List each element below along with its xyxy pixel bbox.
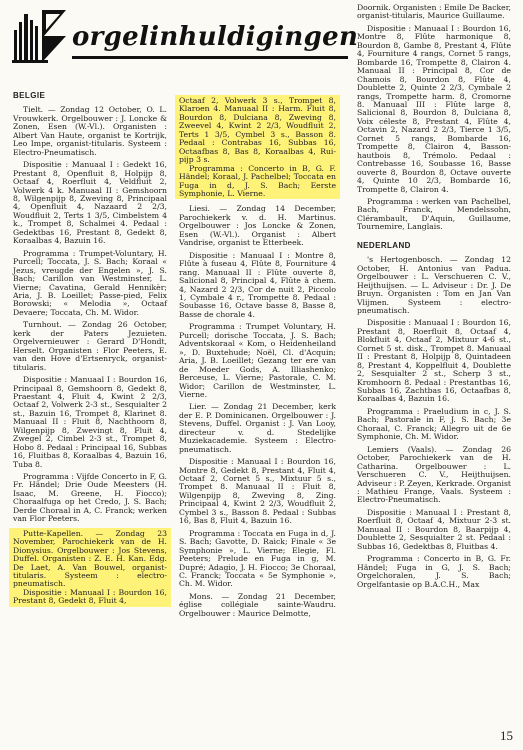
column-2 [179, 95, 336, 622]
entry-lemiers: Lemiers (Vaals). — Zondag 26 October, Parochiekerk van de H. Catharina. Orgelbouwer : L. Verschueren C. V., Heijthuijsen. Adviseur : P. Zeyen, Kerkrade. Organist : Mathieu Frange, Vaals. Systeem : Electro-Pneumatisch. [357, 444, 511, 505]
page-number: 15 [500, 728, 513, 743]
region-heading-nederland: NEDERLAND [357, 240, 411, 250]
lemiers-dispositie: Dispositie : Manuaal I : Prestant 8, Roerfluit 8, Octaaf 4, Mixtuur 2-3 st. Manuaal II : Bourdon 8, Baarpijp 4, Doublette 2, Sesquialter 2 st. Pedaal : Subbas 16, Gedektbas 8, Fluitbas 4. [357, 507, 511, 551]
turnhout-programma: Programma : Vijfde Concerto in F, G. Fr. Händel; Drie Oude Meesters (H. Isaac, M. Greene, H. Fiocco); Choraalfuga op het Credo, J. S. Bach; Derde Choraal in A, C. Franck; werken van Flor Peeters. [13, 472, 167, 524]
page-title: orgelinhuldigingen [72, 22, 359, 52]
entry-tielt: Tielt. — Zondag 12 October, O. L. Vrouwkerk. Orgelbouwer : J. Loncke & Zonen, Esen (W.-Vl.). Organisten : Albert Van Haute, organist te Kortrijk, Leo Impe, organist-titularis. Systeem : Electro-Pneumatisch. [13, 105, 167, 157]
entry-mons: Mons. — Zondag 21 December, église collégiale sainte-Waudru. Orgelbouwer : Maurice Delmotte, [179, 591, 336, 618]
hertogenbosch-programma: Programma : Praeludium in c, J. S. Bach; Pastorale in F, J. S. Bach; 3e Choraal, C. Franck; Allegro uit de 6e Symphonie, Ch. M. Widor. [357, 406, 511, 442]
region-heading-belgie: BELGIE [13, 91, 46, 100]
lier-dispositie: Dispositie : Manuaal I : Bourdon 16, Montre 8, Gedekt 8, Prestant 4, Fluit 4, Octaaf 2, Cornet 5 s., Mixtuur 5 s., Trompet 8. Manuaal II : Fluit 8, Wilgenpijp 8, Zweving 8, Zing. Principaal 4, Kwint 2 2/3, Woudfluit 2, Cymbel 3 s., Basson 8. Pedaal : Subbas 16, Bas 8, Fluit 4, Bazuin 16. [179, 457, 336, 526]
entry-hertogenbosch: 's Hertogenbosch. — Zondag 12 October, H. Antonius van Padua. Orgelbouwer : L. Verschueren C. V., Heijthuijsen. — L. Adviseur : Dr. J. De Bruyn. Organisten : Tom en Jan Van Vlijmen. Systeem : electro-pneumatisch. [357, 255, 511, 315]
organ-pipes-logo-icon [8, 6, 68, 64]
tielt-programma: Programma : Trumpet-Voluntary, H. Purcell; Toccata, J. S. Bach; Koraal « Jezus, vreugde der Engelen », J. S. Bach; Carillon van Westminster, L. Vierne; Cavatina, Gerald Hennikèr; Aria, J. B. Loeillet; Passe-pied, Felix Borowski; « Melodia », Octaaf Devaere; Toccata, Ch. M. Widor. [13, 248, 167, 317]
entry-turnhout: Turnhout. — Zondag 26 October, kerk der Paters Jezuieten. Orgelvernieuwer : Gerard D'Hondt, Herselt. Organisten : Flor Peeters, E. van den Hove d'Ertsenryck, organist-titularis. [13, 320, 167, 372]
lemiers-programma: Programma : Concerto in B, G. Fr. Händel; Fuga in G, J. S. Bach; Orgelchoralen, J. S. Bach; Orgelfantasie op B.A.C.H., Max [357, 554, 511, 589]
hertogenbosch-dispositie: Dispositie : Manuaal I : Bourdon 16, Prestant 8, Roerfluit 8, Octaaf 4, Blokfluit 4, Octaaf 2, Mixtuur 4-6 st., Cornet 5 st. disk., Trompet 8. Manuaal II : Prestant 8, Holpijp 8, Quintadeen 8, Prestant 4, Koppelfluit 4, Doublette 2, Sesquialter 2 st., Scherp 3 st., Kromhoorn 8. Pedaal : Prestantbas 16, Subbas 16, Zachtbas 16, Octaafbas 8, Koraalbas 4, Bazuin 16. [357, 318, 511, 404]
title-underline [72, 56, 348, 59]
liesi-programma: Programma : Trumpet Voluntary, H. Purcell; dorische Toccata, J. S. Bach; Adventskoraal « Kom, o Heidenheiland », D. Buxtehude; Noël, Cl. d'Acquin; Aria, J. B. Loeillet; Gezang ter ere van de Moeder Gods, A. Illiashenko; Berceuse, L. Vierne; Pastorale, C. M. Widor; Carillon de Westminster, L. Vierne. [179, 322, 336, 399]
highlighted-entry-putte-kapellen [9, 528, 171, 607]
lier-programma: Programma : Toccata en Fuga in d, J. S. Bach; Gavotte, D. Raick; Finale « 3e Symphonie », L. Vierne; Elegie, Fl. Peeters; Prelude en Fuga in g, M. Dupré; Adagio, J. H. Fiocco; 3e Choraal, C. Franck; Toccata « 5e Symphonie », Ch. M. Widor. [179, 528, 336, 589]
tielt-dispositie: Dispositie : Manuaal I : Gedekt 16, Prestant 8, Openfluit 8, Holpijp 8, Octaaf 4, Roerfluit 4, Veldfluit 2, Volwerk 4 k. Manuaal II : Gemshoorn 8, Wilgenpijp 8, Zweving 8, Principaal 4, Openfluit 4, Nazaard 2 2/3, Woudfluit 2, Terts 1 3/5, Cimbelstem 4 k., Trompet 8, Schalmei 4. Pedaal : Gedektbas 16, Prestant 8, Gedekt 8, Koraalbas 4, Bazuin 16. [13, 160, 167, 246]
mons-programma: Programma : werken van Pachelbel, Bach, Franck, Mendelssohn, Clérambault, D'Aquin, Guillaume, Tournemire, Langlais. [357, 196, 511, 232]
highlighted-entry-continuation [175, 95, 340, 199]
turnhout-dispositie: Dispositie : Manuaal I : Bourdon 16, Principaal 8, Gemshoorn 8, Gedekt 8, Praestant 4, Fluit 4, Kwint 2 2/3, Octaaf 2, Volwerk 2-3 st., Sesquialter 2 st., Bazuin 16, Trompet 8, Klarinet 8. Manuaal II : Fluit 8, Nachthoorn 8, Wilgenpijp 8, Zwevingt 8, Fluit 4, Zwegel 2, Cimbel 2-3 st., Trompet 8, Hobo 8. Pedaal : Principaal 16, Subbas 16, Fluitbas 8, Koraalbas 4, Bazuin 16, Tuba 8. [13, 375, 167, 469]
entry-putte-kapellen: Putte-Kapellen. — Zondag 23 November, Parochiekerk van de H. Dionysius. Orgelbouwer : Jos Stevens, Duffel. Organisten : Z. E. H. Kan. Edg. De Laet, A. Van Bouwel, organist-titularis. Systeem : electro-pneumatisch. [13, 528, 167, 589]
putte-kapellen-programma: Programma : Concerto in B, G. F. Händel; Koraal, J. Pachelbel; Toccata en Fuga in d, J. S. Bach; Eerste Symphonie, L. Vierne. [179, 163, 336, 198]
putte-kapellen-dispositie: Dispositie : Manuaal I : Bourdon 16, Prestant 8, Gedekt 8, Fluit 4, [13, 587, 167, 606]
column-1 [13, 92, 167, 607]
liesi-dispositie: Dispositie : Manuaal I : Montre 8, Flûte à fuseau 4, Flûte 8, Fourniture 4 rang. Manuaal II : Flûte ouverte 8, Salicional 8, Principal 4, Flûte à chem. 4, Nazard 2 2/3, Cor de nuit 2, Piccolo 1, Cymbale 4 r., Trompette 8. Pedaal : Soubasse 16, Octave basse 8, Basse 8, Basse de chorale 4. [179, 250, 336, 319]
mons-dispositie: Dispositie : Manuaal I : Bourdon 16, Montre 8, Flûte harmonique 8, Bourdon 8, Gambe 8, Prestant 4, Flûte 4, Fourniture 4 rangs, Cornet 5 rangs, Bombarde 16, Trompette 8, Clairon 4. Manuaal II : Principal 8, Cor de Chamois 8, Bourdon 8, Flûte 4, Doublette 2, Quinte 2 2/3, Cymbale 2 rangs, Trompette harm. 8, Cromorne 8. Manuaal III : Flûte large 8, Salicional 8, Bourdon 8, Dulciana 8, Voix céleste 8, Prestant 4, Flûte 4, Octavin 2, Nazard 2 2/3, Tierce 1 3/5, Cornet 5 rangs, Bombarde 16, Trompette 8, Clairon 4, Basson-hautbois 8, Trémolo. Pedaal : Contrebasse 16, Soubasse 16, Basse ouverte 8, Bourdon 8, Octave ouverte 4, Quinte 10 2/3, Bombarde 16, Trompette 8, Clairon 4. [357, 23, 511, 194]
entry-liesi: Liesi. — Zondag 14 December, Parochiekerk v. d. H. Martinus. Orgelbouwer : Jos Loncke & Zonen, Esen (W.-Vl.). Organist : Albert Vandrise, organist te Etterbeek. [179, 204, 336, 248]
column-3 [357, 4, 511, 593]
entry-lier: Lier. — Zondag 21 December, kerk der E. P. Dominicanen. Orgelbouwer : J. Stevens, Duffel. Organist : J. Van Looy, directeur v. d. Stedelijke Muziekacademie. Systeem : Electro-pneumatisch. [179, 402, 336, 454]
mons-cont: Doornik. Organisten : Emile De Backer, organist-titularis, Maurice Guillaume. [357, 3, 511, 21]
putte-kapellen-dispositie-cont: Octaaf 2, Volwerk 3 s., Trompet 8, Klaroen 4. Manuaal II : Harm. Fluit 8, Bourdon 8, Dulciana 8, Zweving 8, Zweevel 4, Kwint 2 2/3, Woudfluit 2, Terts 1 3/5, Cymbel 3 s., Basson 8. Pedaal : Contrabas 16, Subbas 16, Octaafbas 8, Bas 8, Koraalbas 4, Rui-pijp 3 s. [179, 96, 336, 165]
